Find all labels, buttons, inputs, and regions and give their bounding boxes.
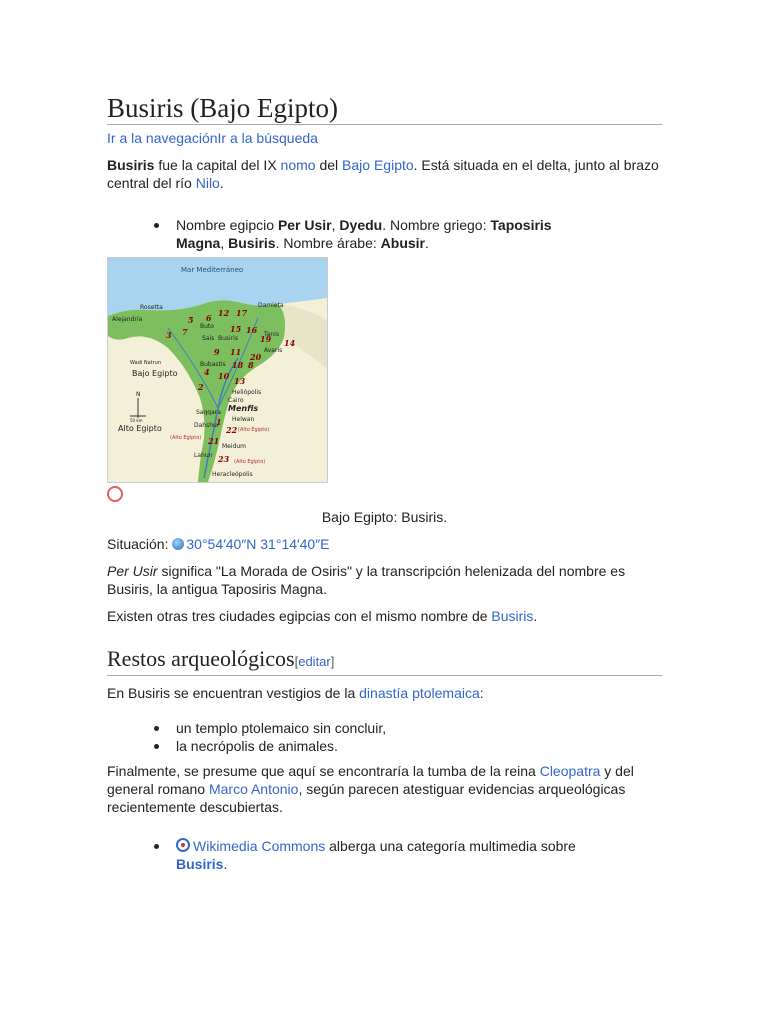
- text: .: [223, 856, 228, 872]
- list-item: la necrópolis de animales.: [107, 737, 662, 755]
- others-paragraph: [107, 607, 662, 625]
- map-scale-label: 50 km: [130, 418, 143, 423]
- map-label-alto-small-2: (Alto Egipto): [238, 427, 270, 433]
- map-label-alto-egipto: Alto Egipto: [118, 424, 162, 433]
- map-label-menfis: Menfis: [228, 404, 259, 413]
- nome-number: 1: [216, 417, 222, 427]
- text: del: [315, 157, 343, 173]
- text: Finalmente, se presume que aquí se encontraría la tumba de la reina: [107, 763, 540, 779]
- text: alberga una categoría multimedia sobre: [325, 838, 576, 854]
- text: ,: [331, 217, 340, 233]
- map-label-bajo-egipto: Bajo Egipto: [132, 369, 178, 378]
- list-item: [107, 837, 596, 873]
- nome-number: 20: [250, 352, 262, 362]
- nome-number: 23: [218, 454, 230, 464]
- text: .: [425, 235, 429, 251]
- names-list: [107, 216, 662, 252]
- map-label-cairo: Cairo: [228, 397, 244, 404]
- final-paragraph: [107, 762, 662, 816]
- text: significa "La Morada de Osiris" y la transcripción helenizada del nombre es Busiris, la antigua Taposiris Magna.: [107, 563, 626, 597]
- text: En Busiris se encuentran vestigios de la: [107, 685, 360, 701]
- map-label-helwan: Helwan: [232, 416, 255, 423]
- page-title: Busiris (Bajo Egipto): [107, 92, 662, 125]
- text: . Nombre árabe:: [275, 235, 381, 251]
- text: ,: [220, 235, 229, 251]
- nome-number: 3: [166, 330, 172, 340]
- globe-icon: [172, 538, 184, 550]
- wikimedia-commons-link[interactable]: Wikimedia Commons: [193, 838, 326, 854]
- article: [107, 92, 662, 873]
- text: .: [219, 175, 224, 191]
- bold-text: Dyedu: [339, 217, 383, 233]
- section-heading: [107, 646, 662, 676]
- text: .: [533, 608, 538, 624]
- map-label-rosetta: Rosetta: [140, 304, 163, 311]
- intro-paragraph: [107, 156, 662, 192]
- nome-number: 2: [198, 382, 204, 392]
- map-label-wadi: Wadi Natrun: [130, 360, 161, 366]
- nome-number: 5: [188, 315, 194, 325]
- jump-to-search-link[interactable]: Ir a la búsqueda: [217, 130, 318, 146]
- nome-number: 7: [182, 327, 188, 337]
- restos-list: [107, 719, 662, 755]
- map-label-damieta: Damieta: [258, 302, 284, 309]
- nome-number: 6: [206, 313, 212, 323]
- map-label-heliopolis: Heliópolis: [232, 389, 262, 396]
- map-label-tanis: Tanis: [264, 331, 279, 338]
- situacion: [107, 535, 662, 553]
- map-label-sais: Sais: [202, 335, 215, 342]
- dinastia-link[interactable]: dinastía ptolemaica: [359, 685, 480, 701]
- nome-number: 11: [230, 347, 242, 357]
- map-image[interactable]: [107, 257, 328, 483]
- map-label-heracleopolis: Heracleópolis: [212, 471, 253, 478]
- bracket: [: [294, 654, 299, 669]
- nome-number: 19: [260, 334, 272, 344]
- nome-number: 22: [226, 425, 238, 435]
- map-label-meidum: Meidum: [222, 443, 246, 450]
- map-label-dahshur: Dahshur: [194, 422, 220, 429]
- bold-text: Busiris: [228, 235, 276, 251]
- map-north-label: N: [136, 391, 141, 398]
- intro-bold-term: Busiris: [107, 157, 155, 173]
- bajo-egipto-link[interactable]: Bajo Egipto: [342, 157, 414, 173]
- list-item: un templo ptolemaico sin concluir,: [107, 719, 662, 737]
- marco-antonio-link[interactable]: Marco Antonio: [208, 781, 299, 797]
- nome-number: 4: [204, 367, 210, 377]
- text: Nombre egipcio: [176, 217, 278, 233]
- bracket: ]: [330, 654, 335, 669]
- nome-number: 15: [230, 324, 242, 334]
- nome-number: 14: [284, 338, 296, 348]
- nome-number: 16: [246, 325, 258, 335]
- coordinates-link[interactable]: 30°54′40″N 31°14′40″E: [186, 536, 330, 552]
- text: . Está situada en el delta, junto al brazo central del río: [107, 157, 659, 191]
- map-label-sea: Mar Mediterráneo: [181, 266, 244, 274]
- bold-text: Abusir: [380, 235, 425, 251]
- map-label-alejandria: Alejandría: [112, 316, 143, 323]
- text: fue la capital del IX: [154, 157, 281, 173]
- text: . Nombre griego:: [382, 217, 491, 233]
- nome-number: 8: [248, 360, 254, 370]
- jump-links: [107, 129, 662, 147]
- map-label-alto-small-1: (Alto Egipto): [170, 435, 202, 441]
- bold-text: Taposiris Magna: [176, 217, 552, 251]
- cleopatra-link[interactable]: Cleopatra: [539, 763, 601, 779]
- location-circle-icon[interactable]: [107, 486, 123, 502]
- nome-number: 17: [236, 308, 248, 318]
- edit-link[interactable]: editar: [298, 654, 331, 669]
- nome-number: 21: [208, 436, 220, 446]
- section-title: Restos arqueológicos: [107, 646, 295, 671]
- map-svg: [108, 258, 327, 482]
- list-item: [107, 216, 596, 252]
- nome-number: 18: [232, 360, 244, 370]
- text: , según parecen atestiguar evidencias arqueológicas recientemente descubiertas.: [107, 781, 626, 815]
- map-label-avaris: Avaris: [264, 347, 283, 354]
- commons-list: [107, 837, 662, 873]
- nomo-link[interactable]: nomo: [280, 157, 316, 173]
- text: :: [479, 685, 484, 701]
- situacion-label: Situación:: [107, 536, 173, 552]
- nome-number: 9: [214, 347, 220, 357]
- nome-number: 13: [234, 376, 246, 386]
- jump-to-navigation-link[interactable]: Ir a la navegación: [107, 130, 218, 146]
- italic-term: Per Usir: [107, 563, 158, 579]
- map-label-buto: Buto: [200, 323, 214, 330]
- text: Existen otras tres ciudades egipcias con el mismo nombre de: [107, 608, 492, 624]
- nilo-link[interactable]: Nilo: [195, 175, 220, 191]
- busiris-commons-link[interactable]: Busiris: [176, 856, 224, 872]
- wikimedia-commons-icon: [176, 838, 190, 852]
- map-label-busiris: Busiris: [218, 335, 238, 342]
- map-label-bubastis: Bubastis: [200, 361, 226, 368]
- busiris-disambiguation-link[interactable]: Busiris: [491, 608, 534, 624]
- map-label-saqqara: Saqqara: [196, 409, 221, 416]
- edit-section: [295, 654, 335, 669]
- map-caption: Bajo Egipto: Busiris.: [321, 509, 448, 525]
- text: y del general romano: [107, 763, 634, 797]
- map-label-alto-small-3: (Alto Egipto): [234, 459, 266, 465]
- restos-paragraph: [107, 684, 662, 702]
- nome-number: 12: [218, 308, 230, 318]
- meaning-paragraph: [107, 562, 662, 598]
- bold-text: Per Usir: [277, 217, 332, 233]
- nome-number: 10: [218, 371, 230, 381]
- map-label-lahun: Lahun: [194, 452, 213, 459]
